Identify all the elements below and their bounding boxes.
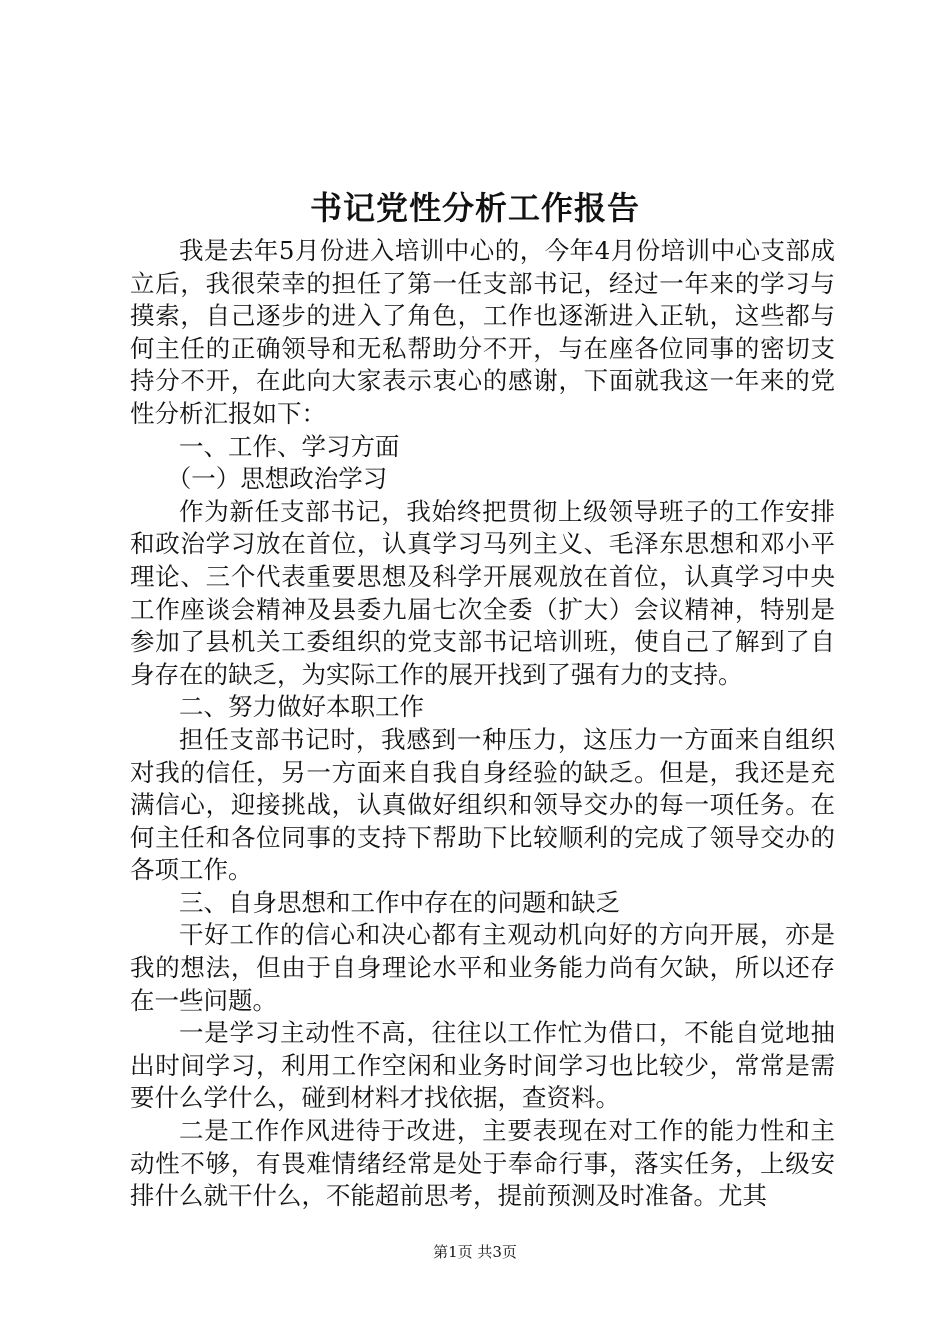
subsection-heading-1: （一）思想政治学习 <box>166 464 388 494</box>
intro-paragraph: 我是去年5月份进入培训中心的，今年4月份培训中心支部成立后，我很荣幸的担任了第一任支部书记，经过一年来的学习与摸索，自己逐步的进入了角色，工作也逐渐进入正轨，这些都与何主任的正确领导和无私帮助分不开，与在座各位同事的密切支持分不开，在此向大家表示衷心的感谢，下面就我这一年来的党性分析汇报如下： <box>130 236 835 428</box>
paragraph-problem-1: 一是学习主动性不高，往往以工作忙为借口，不能自觉地抽出时间学习，利用工作空闲和业务时间学习也比较少，常常是需要什么学什么，碰到材料才找依据，查资料。 <box>130 1018 835 1113</box>
paragraph-political-study: 作为新任支部书记，我始终把贯彻上级领导班子的工作安排和政治学习放在首位，认真学习马列主义、毛泽东思想和邓小平理论、三个代表重要思想及科学开展观放在首位，认真学习中央工作座谈会精神及县委九届七次全委（扩大）会议精神，特别是参加了县机关工委组织的党支部书记培训班，使自己了解到了自身存在的缺乏，为实际工作的展开找到了强有力的支持。 <box>130 496 835 689</box>
section-heading-1: 一、工作、学习方面 <box>179 431 400 461</box>
paragraph-problem-2: 二是工作作风进待于改进，主要表现在对工作的能力性和主动性不够，有畏难情绪经常是处于奉命行事，落实任务，上级安排什么就干什么，不能超前思考，提前预测及时准备。尤其 <box>130 1116 835 1211</box>
page-indicator: 第1页 共3页 <box>433 1243 517 1261</box>
document-body <box>130 235 835 1213</box>
paragraph-problems-intro: 干好工作的信心和决心都有主观动机向好的方向开展，亦是我的想法，但由于自身理论水平和业务能力尚有欠缺，所以还存在一些问题。 <box>130 920 835 1015</box>
document-title: 书记党性分析工作报告 <box>309 189 640 227</box>
section-heading-2: 二、努力做好本职工作 <box>179 692 424 722</box>
section-heading-3: 三、自身思想和工作中存在的问题和缺乏 <box>179 887 620 917</box>
paragraph-duties: 担任支部书记时，我感到一种压力，这压力一方面来自组织对我的信任，另一方面来自我自身经验的缺乏。但是，我还是充满信心，迎接挑战，认真做好组织和领导交办的每一项任务。在何主任和各位同事的支持下帮助下比较顺利的完成了领导交办的各项工作。 <box>130 724 835 885</box>
